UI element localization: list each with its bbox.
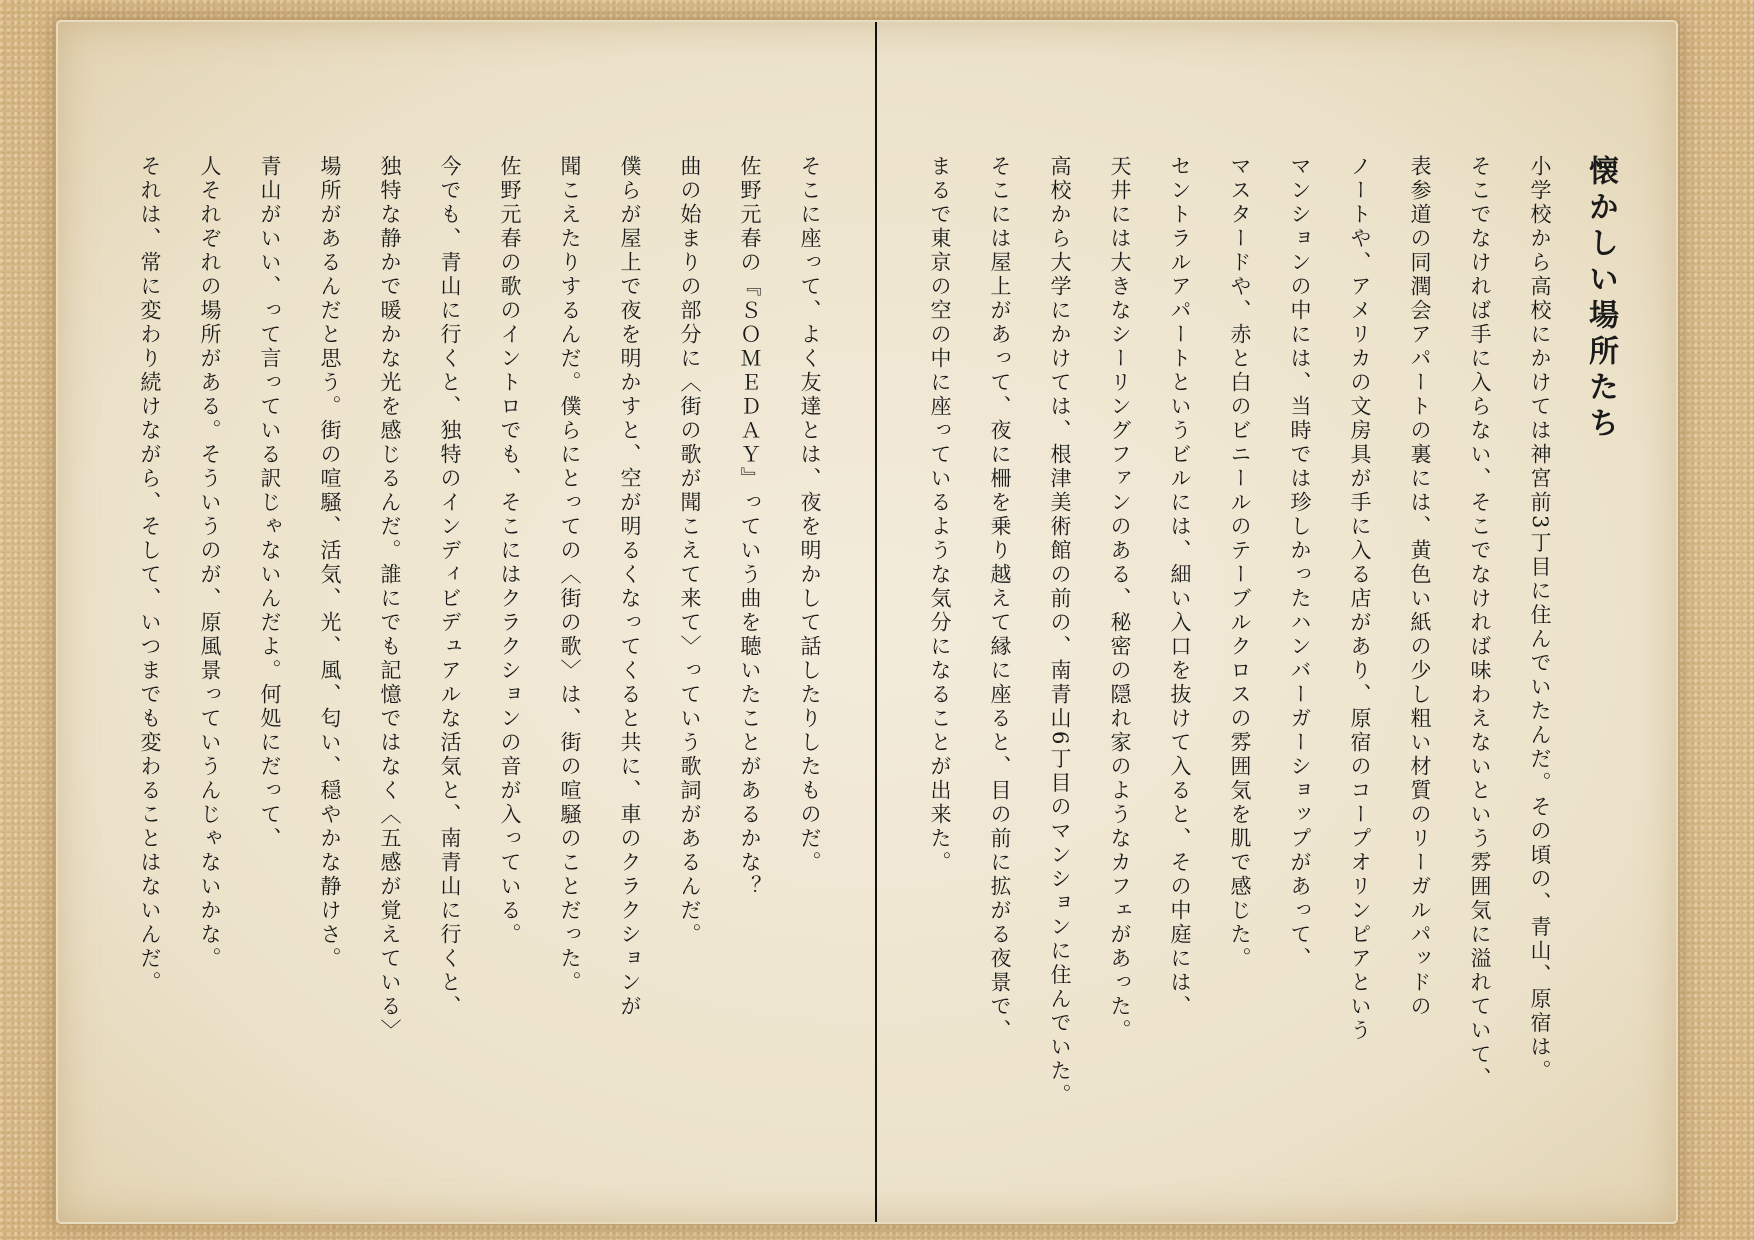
text-line: マスタードや、赤と白のビニールのテーブルクロスの雰囲気を肌で感じた。: [1228, 155, 1252, 971]
text-line: まるで東京の空の中に座っているような気分になることが出来た。: [928, 155, 952, 875]
text-line: 場所があるんだと思う。街の喧騒、活気、光、風、匂い、穏やかな静けさ。: [318, 155, 342, 971]
text-line: 人それぞれの場所がある。そういうのが、原風景っていうんじゃないかな。: [198, 155, 222, 971]
page-divider: [875, 22, 877, 1222]
left-page: [120, 155, 840, 1155]
text-line: 僕らが屋上で夜を明かすと、空が明るくなってくると共に、車のクラクションが: [618, 155, 642, 1019]
text-line: 聞こえたりするんだ。僕らにとっての〈街の歌〉は、街の喧騒のことだった。: [558, 155, 582, 995]
text-line: 今でも、青山に行くと、独特のインディビデュアルな活気と、南青山に行くと、: [438, 155, 462, 1019]
right-page: [910, 155, 1630, 1155]
text-line: ノートや、アメリカの文房具が手に入る店があり、原宿のコープオリンピアという: [1348, 155, 1372, 1043]
text-line: それは、常に変わり続けながら、そして、いつまでも変わることはないんだ。: [138, 155, 162, 995]
text-line: マンションの中には、当時では珍しかったハンバーガーショップがあって、: [1288, 155, 1312, 971]
text-line: 佐野元春の歌のイントロでも、そこにはクラクションの音が入っている。: [498, 155, 522, 947]
text-line: 表参道の同潤会アパートの裏には、黄色い紙の少し粗い材質のリーガルパッドの: [1408, 155, 1432, 1019]
page-title: 懐かしい場所たち: [1583, 155, 1618, 443]
text-line: 佐野元春の『ＳＯＭＥＤＡＹ』っていう曲を聴いたことがあるかな？: [738, 155, 762, 899]
text-line: セントラルアパートというビルには、細い入口を抜けて入ると、その中庭には、: [1168, 155, 1192, 1019]
text-line: そこに座って、よく友達とは、夜を明かして話したりしたものだ。: [798, 155, 822, 875]
text-line: 小学校から高校にかけては神宮前3丁目に住んでいたんだ。その頃の、青山、原宿は。: [1528, 155, 1552, 1084]
text-line: 天井には大きなシーリングファンのある、秘密の隠れ家のようなカフェがあった。: [1108, 155, 1132, 1043]
text-line: 独特な静かで暖かな光を感じるんだ。誰にでも記憶ではなく〈五感が覚えている〉: [378, 155, 402, 1043]
text-line: 青山がいい、って言っている訳じゃないんだよ。何処にだって、: [258, 155, 282, 851]
text-line: 高校から大学にかけては、根津美術館の前の、南青山6丁目のマンションに住んでいた。: [1048, 155, 1072, 1108]
text-line: そこでなければ手に入らない、そこでなければ味わえないという雰囲気に溢れていて、: [1468, 155, 1492, 1091]
text-line: 曲の始まりの部分に〈街の歌が聞こえて来て〉っていう歌詞があるんだ。: [678, 155, 702, 947]
text-line: そこには屋上があって、夜に柵を乗り越えて縁に座ると、目の前に拡がる夜景で、: [988, 155, 1012, 1043]
